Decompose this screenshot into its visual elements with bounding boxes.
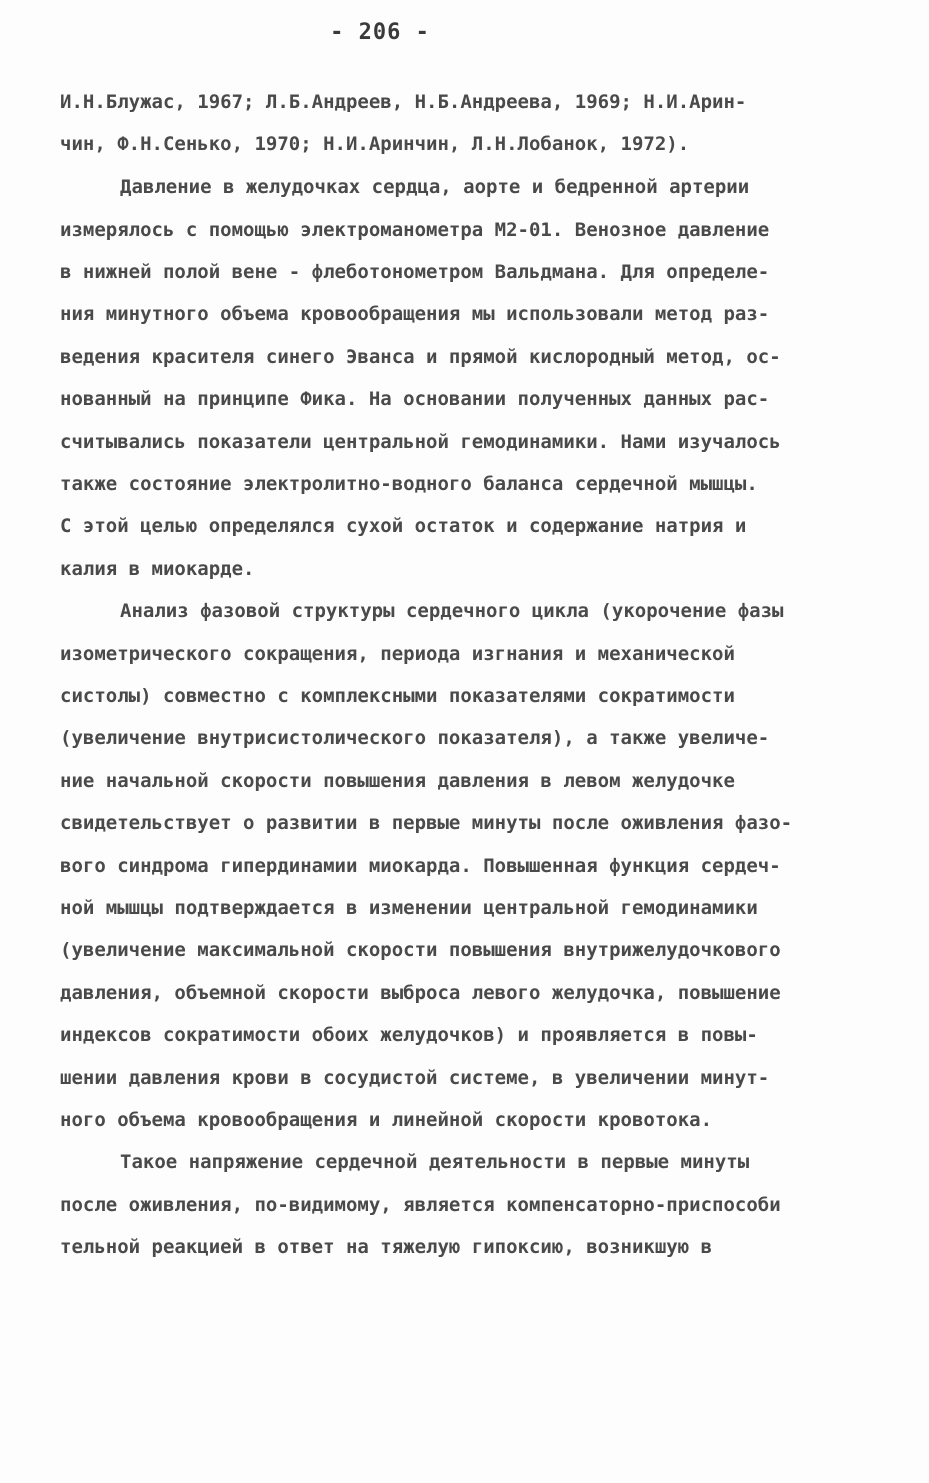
- text-line-26: Такое напряжение сердечной деятельности в первые минуты: [120, 1151, 750, 1173]
- text-line-23: индексов сократимости обоих желудочков) и проявляется в повы-: [60, 1024, 758, 1046]
- text-line-1: И.Н.Блужас, 1967; Л.Б.Андреев, Н.Б.Андреева, 1969; Н.И.Арин-: [60, 91, 747, 113]
- text-line-12: калия в миокарде.: [60, 558, 255, 580]
- text-line-10: также состояние электролитно-водного баланса сердечной мышцы.: [60, 473, 758, 495]
- text-line-8: нованный на принципе Фика. На основании полученных данных рас-: [60, 388, 770, 410]
- text-line-17: ние начальной скорости повышения давления в левом желудочке: [60, 770, 735, 792]
- text-line-25: ного объема кровообращения и линейной скорости кровотока.: [60, 1109, 713, 1131]
- text-line-11: С этой целью определялся сухой остаток и содержание натрия и: [60, 515, 747, 537]
- text-line-22: давления, объемной скорости выброса левого желудочка, повышение: [60, 982, 781, 1004]
- text-line-24: шении давления крови в сосудистой системе, в увеличении минут-: [60, 1067, 770, 1089]
- text-line-6: ния минутного объема кровообращения мы использовали метод раз-: [60, 303, 770, 325]
- text-line-2: чин, Ф.Н.Сенько, 1970; Н.И.Аринчин, Л.Н.Лобанок, 1972).: [60, 133, 690, 155]
- text-line-7: ведения красителя синего Эванса и прямой кислородный метод, ос-: [60, 346, 781, 368]
- text-line-15: систолы) совместно с комплексными показателями сократимости: [60, 685, 735, 707]
- text-line-13: Анализ фазовой структуры сердечного цикла (укорочение фазы: [120, 600, 784, 622]
- text-line-21: (увеличение максимальной скорости повышения внутрижелудочкового: [60, 939, 781, 961]
- text-line-20: ной мышцы подтверждается в изменении центральной гемодинамики: [60, 897, 758, 919]
- text-line-27: после оживления, по-видимому, является компенсаторно-приспособи: [60, 1194, 781, 1216]
- text-line-4: измерялось с помощью электроманометра М2-01. Венозное давление: [60, 219, 770, 241]
- text-line-14: изометрического сокращения, периода изгнания и механической: [60, 643, 735, 665]
- text-line-19: вого синдрома гипердинамии миокарда. Повышенная функция сердеч-: [60, 855, 781, 877]
- text-line-16: (увеличение внутрисистолического показателя), а также увеличе-: [60, 727, 770, 749]
- text-line-9: считывались показатели центральной гемодинамики. Нами изучалось: [60, 431, 781, 453]
- text-line-3: Давление в желудочках сердца, аорте и бедренной артерии: [120, 176, 750, 198]
- page-number: - 206 -: [330, 20, 430, 45]
- text-line-18: свидетельствует о развитии в первые минуты после оживления фазо-: [60, 812, 793, 834]
- text-line-28: тельной реакцией в ответ на тяжелую гипоксию, возникшую в: [60, 1236, 713, 1258]
- text-line-5: в нижней полой вене - флеботонометром Вальдмана. Для определе-: [60, 261, 770, 283]
